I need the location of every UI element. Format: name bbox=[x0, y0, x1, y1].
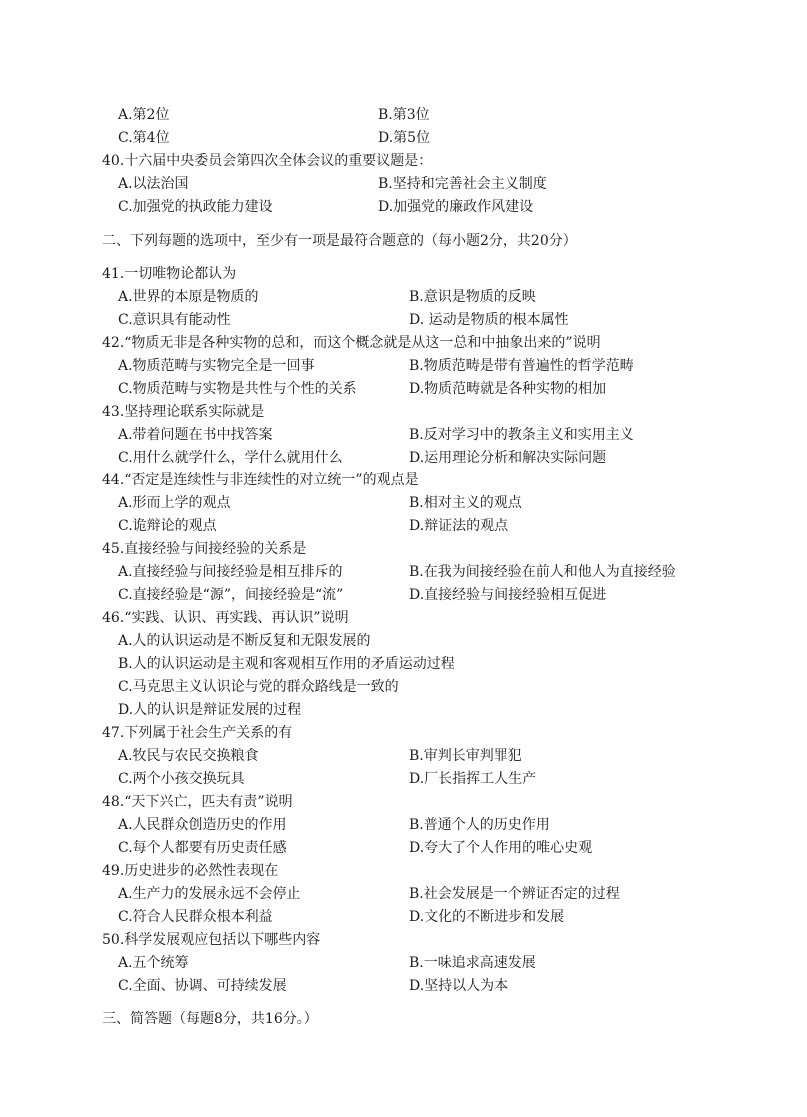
question-q50: 50.科学发展观应包括以下哪些内容 bbox=[102, 932, 321, 948]
answer-option-q41-c: C.意识具有能动性 bbox=[118, 312, 231, 328]
answer-option-q49-b: B.社会发展是一个辨证否定的过程 bbox=[409, 886, 620, 902]
answer-option-q50-b: B.一味追求高速发展 bbox=[409, 955, 536, 971]
question-q44: 44.“否定是连续性与非连续性的对立统一”的观点是 bbox=[102, 472, 419, 488]
section2-heading: 二、下列每题的选项中，至少有一项是最符合题意的（每小题2分，共20分） bbox=[102, 233, 577, 249]
question-q41: 41.一切唯物论都认为 bbox=[102, 266, 237, 282]
answer-option-q44-c: C.诡辩论的观点 bbox=[118, 518, 217, 534]
answer-option-q43-c: C.用什么就学什么，学什么就用什么 bbox=[118, 450, 343, 466]
answer-option-q41-d: D. 运动是物质的根本属性 bbox=[409, 312, 569, 328]
answer-option-q50-d: D.坚持以人为本 bbox=[409, 978, 509, 994]
question-q43: 43.坚持理论联系实际就是 bbox=[102, 404, 265, 420]
answer-option-q42-a: A.物质范畴与实物完全是一回事 bbox=[118, 358, 315, 374]
answer-option-q44-d: D.辩证法的观点 bbox=[409, 518, 509, 534]
answer-option-q49-c: C.符合人民群众根本利益 bbox=[118, 909, 273, 925]
answer-option-q47-b: B.审判长审判罪犯 bbox=[409, 748, 522, 764]
question-q46: 46.“实践、认识、再实践、再认识”说明 bbox=[102, 610, 349, 626]
answer-option-q40-c: C.加强党的执政能力建设 bbox=[118, 199, 273, 215]
question-q45: 45.直接经验与间接经验的关系是 bbox=[102, 541, 307, 557]
answer-option-q48-b: B.普通个人的历史作用 bbox=[409, 817, 550, 833]
answer-option-q48-c: C.每个人都要有历史责任感 bbox=[118, 840, 287, 856]
answer-option-q42-b: B.物质范畴是带有普遍性的哲学范畴 bbox=[409, 358, 634, 374]
answer-option-q40-a: A.以法治国 bbox=[118, 176, 189, 192]
answer-option-q50-a: A.五个统筹 bbox=[118, 955, 189, 971]
answer-option-q49-a: A.生产力的发展永远不会停止 bbox=[118, 886, 301, 902]
answer-option-q42-d: D.物质范畴就是各种实物的相加 bbox=[409, 381, 607, 397]
answer-option-q45-b: B.在我为间接经验在前人和他人为直接经验 bbox=[409, 564, 676, 580]
answer-option-q46-c: C.马克思主义认识论与党的群众路线是一致的 bbox=[118, 679, 399, 695]
answer-option-q46-d: D.人的认识是辩证发展的过程 bbox=[118, 702, 302, 718]
answer-option-q45-d: D.直接经验与间接经验相互促进 bbox=[409, 587, 607, 603]
answer-option-q47-c: C.两个小孩交换玩具 bbox=[118, 771, 245, 787]
question-q42: 42.“物质无非是各种实物的总和，而这个概念就是从这一总和中抽象出来的”说明 bbox=[102, 335, 601, 351]
answer-option-q44-a: A.形而上学的观点 bbox=[118, 495, 231, 511]
answer-option-q46-b: B.人的认识运动是主观和客观相互作用的矛盾运动过程 bbox=[118, 656, 455, 672]
answer-option-q46-a: A.人的认识运动是不断反复和无限发展的 bbox=[118, 633, 371, 649]
answer-option-q40-d: D.加强党的廉政作风建设 bbox=[378, 199, 534, 215]
answer-option-q47-d: D.厂长指挥工人生产 bbox=[409, 771, 537, 787]
question-q47: 47.下列属于社会生产关系的有 bbox=[102, 725, 293, 741]
answer-option-q43-d: D.运用理论分析和解决实际问题 bbox=[409, 450, 607, 466]
answer-option-q43-a: A.带着问题在书中找答案 bbox=[118, 427, 273, 443]
answer-option-q39-d: D.第5位 bbox=[378, 130, 431, 146]
answer-option-q39-c: C.第4位 bbox=[118, 130, 170, 146]
answer-option-q48-a: A.人民群众创造历史的作用 bbox=[118, 817, 287, 833]
answer-option-q41-a: A.世界的本原是物质的 bbox=[118, 289, 259, 305]
question-q40: 40.十六届中央委员会第四次全体会议的重要议题是： bbox=[102, 153, 433, 169]
answer-option-q45-c: C.直接经验是“源”，间接经验是“流” bbox=[118, 587, 344, 603]
answer-option-q49-d: D.文化的不断进步和发展 bbox=[409, 909, 565, 925]
answer-option-q47-a: A.牧民与农民交换粮食 bbox=[118, 748, 259, 764]
answer-option-q44-b: B.相对主义的观点 bbox=[409, 495, 522, 511]
answer-option-q45-a: A.直接经验与间接经验是相互排斥的 bbox=[118, 564, 343, 580]
section3-heading: 三、简答题（每题8分，共16分。） bbox=[102, 1011, 318, 1027]
question-q48: 48.“天下兴亡，匹夫有责”说明 bbox=[102, 794, 293, 810]
answer-option-q39-b: B.第3位 bbox=[378, 107, 430, 123]
answer-option-q40-b: B.坚持和完善社会主义制度 bbox=[378, 176, 547, 192]
answer-option-q48-d: D.夸大了个人作用的唯心史观 bbox=[409, 840, 593, 856]
answer-option-q43-b: B.反对学习中的教条主义和实用主义 bbox=[409, 427, 634, 443]
answer-option-q41-b: B.意识是物质的反映 bbox=[409, 289, 536, 305]
answer-option-q50-c: C.全面、协调、可持续发展 bbox=[118, 978, 287, 994]
answer-option-q39-a: A.第2位 bbox=[118, 107, 170, 123]
answer-option-q42-c: C.物质范畴与实物是共性与个性的关系 bbox=[118, 381, 357, 397]
question-q49: 49.历史进步的必然性表现在 bbox=[102, 863, 279, 879]
